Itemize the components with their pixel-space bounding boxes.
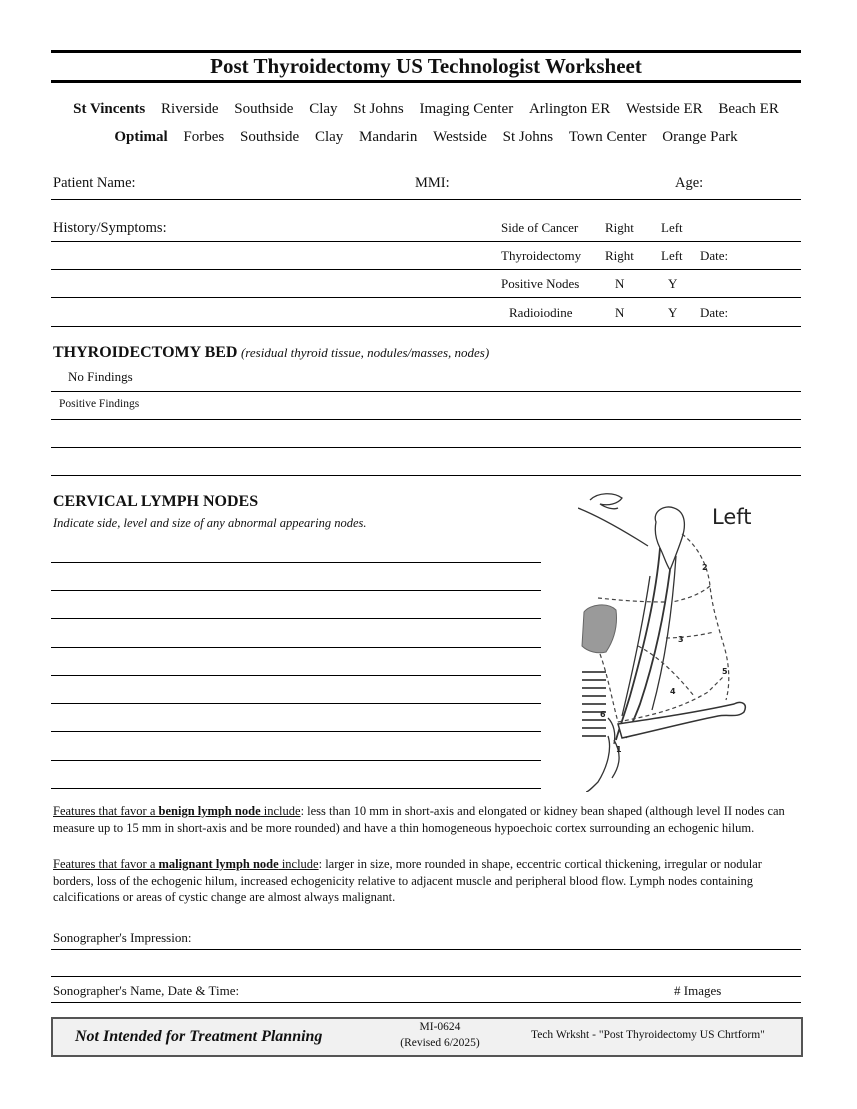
footer-form-name: Tech Wrksht - "Post Thyroidectomy US Chrtform" — [531, 1029, 765, 1041]
benign-bold: benign lymph node — [158, 804, 261, 818]
benign-text: : less than 10 mm in short-axis and elongated or kidney bean shaped (although level II nodes can measure up to 15 mm in short-axis and be more rounded) and have a thin homogeneous hypoechoic cortex surrounding an echogenic hilum. — [53, 804, 785, 835]
location-site: Arlington ER — [528, 101, 611, 117]
history-option: Right — [605, 248, 634, 263]
location-site: Clay — [314, 129, 344, 145]
lymph-entry-line — [51, 788, 541, 789]
benign-features-paragraph — [53, 803, 798, 836]
malignant-prefix: Features that favor a — [53, 857, 159, 871]
lymph-heading: CERVICAL LYMPH NODES — [53, 493, 259, 510]
location-site: Southside — [240, 129, 300, 145]
location-site: Orange Park — [662, 129, 738, 145]
history-option: N — [615, 305, 625, 320]
page-title: Post Thyroidectomy US Technologist Worksheet — [210, 54, 642, 78]
history-label: History/Symptoms: — [53, 220, 167, 236]
history-rule — [51, 241, 801, 242]
impression-rule — [51, 976, 801, 977]
bed-rule — [51, 391, 801, 392]
lymph-level-number: 1 — [616, 745, 622, 754]
location-site: Clay — [309, 101, 338, 117]
footer-revised: (Revised 6/2025) — [400, 1037, 480, 1049]
history-row-label: Radioiodine — [509, 305, 573, 320]
bed-rule — [51, 475, 801, 476]
location-site: Southside — [234, 101, 294, 117]
patient-name-label: Patient Name: — [53, 175, 136, 191]
neck-lymph-node-diagram — [578, 486, 768, 792]
title-bottom-rule — [51, 80, 801, 83]
location-group-name: Optimal — [114, 129, 168, 145]
age-label: Age: — [675, 175, 704, 191]
thyroid-bed-subheading: (residual thyroid tissue, nodules/masses, nodes) — [240, 345, 490, 360]
lymph-entry-line — [51, 703, 541, 704]
location-row-optimal — [51, 129, 801, 146]
location-group-name: St Vincents — [73, 101, 146, 117]
lymph-level-number: 6 — [600, 710, 606, 719]
benign-prefix: Features that favor a — [53, 804, 159, 818]
history-date-label: Date: — [700, 248, 729, 263]
impression-rule — [51, 949, 801, 950]
malignant-text: : larger in size, more rounded in shape, eccentric cortical thickening, irregular or nodular borders, loss of the echogenic hilum, increased echogenicity relative to adjacent muscle and peripheral blood flow. Lymph nodes containing calcifications or areas of cystic change are almost always malignant. — [53, 857, 762, 904]
lymph-entry-line — [51, 675, 541, 676]
title-top-rule — [51, 50, 801, 53]
history-row-label: Positive Nodes — [501, 276, 580, 291]
lymph-level-number: 3 — [678, 635, 684, 644]
history-rule — [51, 297, 801, 298]
mmi-label: MMI: — [415, 175, 450, 191]
location-site: Riverside — [161, 101, 219, 117]
malignant-suffix: include — [278, 857, 319, 871]
diagram-side-label: Left — [712, 505, 752, 529]
lymph-entry-line — [51, 618, 541, 619]
footer-box — [51, 1017, 803, 1057]
bed-rule — [51, 447, 801, 448]
lymph-level-number: 4 — [670, 687, 676, 696]
history-option: Left — [661, 220, 683, 235]
lymph-entry-line — [51, 562, 541, 563]
history-rule — [51, 269, 801, 270]
impression-label: Sonographer's Impression: — [53, 930, 192, 945]
sonographer-rule — [51, 1002, 801, 1003]
lymph-level-number: 2 — [702, 563, 708, 572]
history-option: Y — [668, 305, 678, 320]
lymph-entry-line — [51, 647, 541, 648]
history-row-label: Side of Cancer — [501, 220, 579, 235]
thyroid-bed-heading-row — [53, 344, 489, 362]
positive-findings-label: Positive Findings — [59, 398, 140, 410]
lymph-entry-line — [51, 590, 541, 591]
patient-row-rule — [51, 199, 801, 200]
location-site: Beach ER — [718, 101, 779, 117]
footer-form-code: MI-0624 — [419, 1021, 461, 1033]
history-option: N — [615, 276, 625, 291]
location-site: Forbes — [183, 129, 225, 145]
location-site: St Johns — [353, 101, 404, 117]
images-label: # Images — [674, 983, 722, 998]
location-site: Westside — [433, 129, 487, 145]
location-site: St Johns — [502, 129, 554, 145]
no-findings-label: No Findings — [68, 369, 133, 384]
history-option: Right — [605, 220, 634, 235]
lymph-level-boundaries — [598, 534, 729, 722]
location-site: Town Center — [568, 129, 647, 145]
lymph-instruction: Indicate side, level and size of any abnormal appearing nodes. — [53, 516, 367, 530]
malignant-bold: malignant lymph node — [158, 857, 279, 871]
benign-suffix: include — [260, 804, 301, 818]
malignant-features-paragraph — [53, 856, 798, 906]
lymph-entry-line — [51, 731, 541, 732]
history-date-label: Date: — [700, 305, 729, 320]
history-option: Y — [668, 276, 678, 291]
footer-disclaimer: Not Intended for Treatment Planning — [75, 1028, 323, 1045]
location-row-st-vincents — [51, 101, 801, 118]
thyroid-bed-heading: THYROIDECTOMY BED — [53, 344, 238, 361]
location-site: Westside ER — [625, 101, 703, 117]
history-row-label: Thyroidectomy — [501, 248, 582, 263]
location-site: Mandarin — [359, 129, 418, 145]
sonographer-label: Sonographer's Name, Date & Time: — [53, 983, 240, 998]
lymph-entry-line — [51, 760, 541, 761]
bed-rule — [51, 419, 801, 420]
thyroid-cartilage-shape — [582, 605, 617, 653]
lymph-level-number: 5 — [722, 667, 728, 676]
history-rule — [51, 326, 801, 327]
history-option: Left — [661, 248, 683, 263]
location-site: Imaging Center — [419, 101, 514, 117]
